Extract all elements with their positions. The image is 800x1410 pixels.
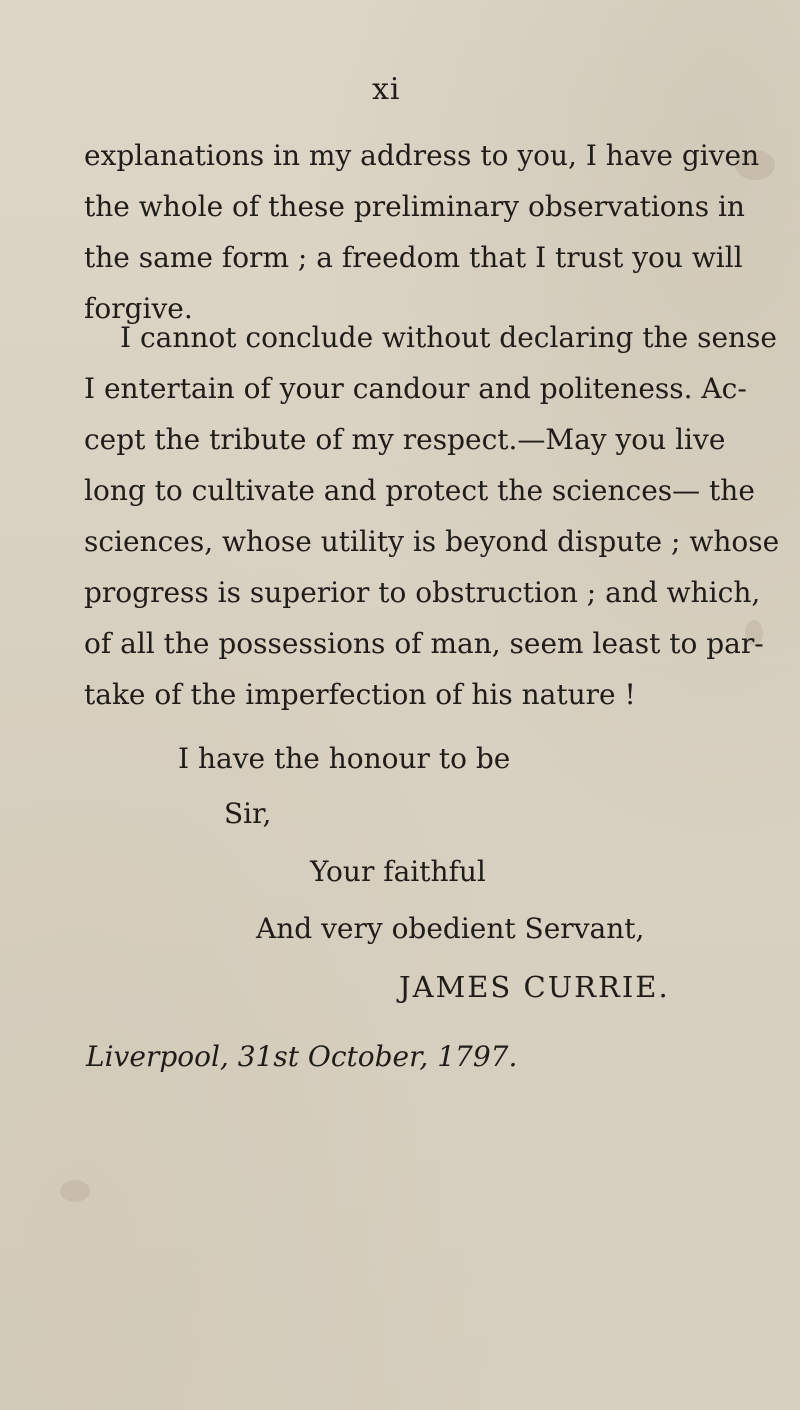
- signature: JAMES CURRIE.: [399, 970, 670, 1004]
- text-line: of all the possessions of man, seem least to par-: [84, 627, 764, 660]
- text-line: take of the imperfection of his nature !: [84, 678, 636, 711]
- text-line: forgive.: [84, 292, 193, 325]
- place: Liverpool,: [86, 1040, 229, 1073]
- closing-honour-line: I have the honour to be: [178, 742, 511, 775]
- text-line: explanations in my address to you, I have given: [84, 139, 760, 172]
- date: 31st October, 1797.: [237, 1040, 518, 1073]
- text-line: progress is superior to obstruction ; and which,: [84, 576, 761, 609]
- text-line: I entertain of your candour and politeness. Ac-: [84, 372, 747, 405]
- paragraph-1: [84, 130, 760, 334]
- text-line: long to cultivate and protect the sciences— the: [84, 474, 755, 507]
- text-line: the same form ; a freedom that I trust you will: [84, 241, 743, 274]
- paper-stain: [60, 1180, 90, 1202]
- place-and-date: [86, 1040, 517, 1073]
- text-line: the whole of these preliminary observations in: [84, 190, 745, 223]
- text-line: cept the tribute of my respect.—May you live: [84, 423, 726, 456]
- closing-salutation: Sir,: [224, 797, 272, 830]
- page-number: xi: [372, 72, 401, 107]
- closing-faithful-line: Your faithful: [310, 855, 486, 888]
- text-line: I cannot conclude without declaring the sense: [120, 321, 777, 354]
- closing-servant-line: And very obedient Servant,: [256, 912, 645, 945]
- paragraph-2: [84, 312, 780, 720]
- text-line: sciences, whose utility is beyond dispute ; whose: [84, 525, 780, 558]
